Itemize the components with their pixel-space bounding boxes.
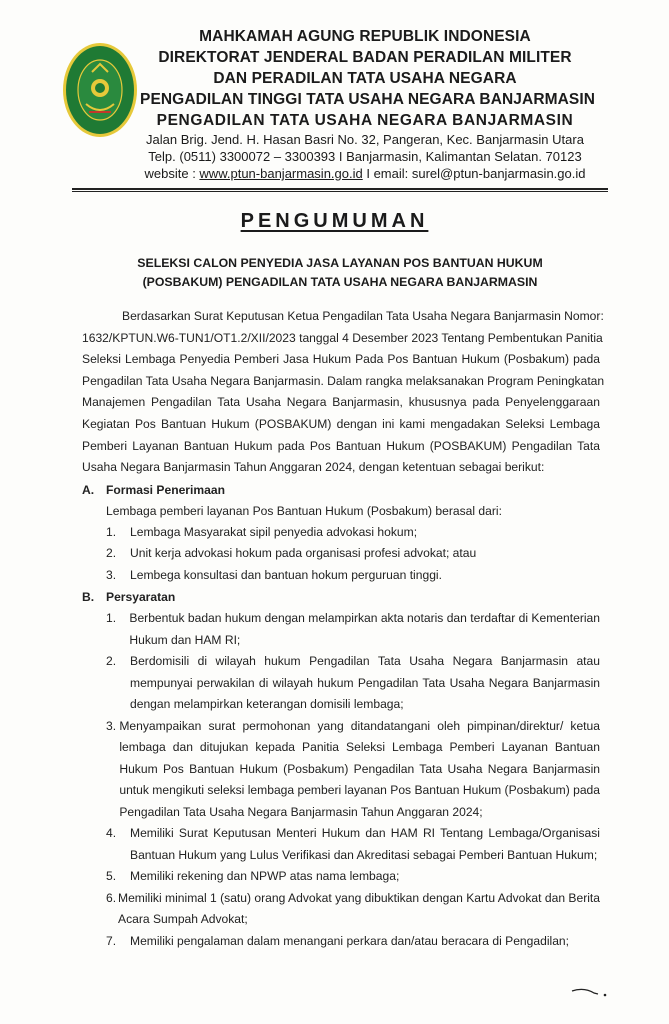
list-item-line: Memiliki pengalaman dalam menangani perkara dan/atau beracara di Pengadilan; — [130, 933, 570, 948]
list-item-text — [119, 716, 600, 824]
intro-paragraph — [82, 306, 605, 479]
section-title: Persyaratan — [106, 590, 176, 605]
list-item-line: lembaga dan ditujukan kepada Panitia Seleksi Lembaga Pemberi Layanan Bantuan — [119, 740, 600, 755]
list-item-line: Bantuan Hukum yang Lulus Verifikasi dan Akreditasi sebagai Pemberi Bantuan Hukum; — [130, 847, 598, 862]
header-address: Jalan Brig. Jend. H. Hasan Basri No. 32, Pangeran, Kec. Banjarmasin Utara — [146, 132, 584, 147]
document-subtitle — [60, 254, 620, 292]
list-item — [106, 888, 600, 931]
list-item-line: Menyampaikan surat permohonan yang ditandatangani oleh pimpinan/direktur/ ketua — [119, 718, 600, 733]
list-item — [106, 608, 600, 651]
list-item — [106, 823, 600, 866]
section-a-list — [82, 522, 600, 587]
paraf-mark — [570, 985, 610, 999]
list-item — [106, 716, 600, 824]
list-item-line: Lembaga Masyarakat sipil penyedia advokasi hokum; — [130, 524, 418, 539]
list-item-line: Memiliki rekening dan NPWP atas nama lembaga; — [130, 869, 400, 884]
list-item-number: 3. — [106, 567, 117, 582]
list-item-line: Memiliki Surat Keputusan Menteri Hukum dan HAM RI Tentang Lembaga/Organisasi — [130, 826, 600, 841]
document-body — [82, 306, 605, 952]
list-item-number: 1. — [106, 524, 117, 539]
list-item-line: Berdomisili di wilayah hukum Pengadilan Tata Usaha Negara Banjarmasin atau — [130, 654, 600, 669]
list-item — [106, 543, 600, 565]
intro-line: 1632/KPTUN.W6-TUN1/OT1.2/XII/2023 tanggal 4 Desember 2023 Tentang Pembentukan Panitia — [82, 330, 603, 345]
list-item-text — [130, 931, 600, 953]
list-item-number: 2. — [106, 546, 117, 561]
header-line-3: DAN PERADILAN TATA USAHA NEGARA — [213, 70, 517, 87]
list-item-text — [118, 888, 600, 931]
list-item-line: mempunyai perwakilan di wilayah hukum Pengadilan Tata Usaha Negara Banjarmasin — [130, 675, 600, 690]
list-item-number: 2. — [106, 654, 117, 669]
list-item-line: Hukum dan HAM RI; — [129, 632, 241, 647]
header-line-2: DIREKTORAT JENDERAL BADAN PERADILAN MILITER — [158, 49, 572, 66]
section-letter: A. — [82, 482, 95, 497]
list-item — [106, 565, 600, 587]
header-line-1: MAHKAMAH AGUNG REPUBLIK INDONESIA — [199, 28, 531, 45]
intro-line: Manajemen Pengadilan Tata Usaha Negara Banjarmasin, khususnya pada Penyelenggaraan — [82, 395, 600, 410]
intro-line: Seleksi Lembaga Penyedia Pemberi Jasa Hukum Pada Pos Bantuan Hukum (Posbakum) pada — [82, 352, 600, 367]
list-item-text — [129, 608, 600, 651]
list-item-number: 4. — [106, 826, 117, 841]
section-title: Formasi Penerimaan — [106, 482, 225, 497]
header-phone: Telp. (0511) 3300072 – 3300393 I Banjarmasin, Kalimantan Selatan. 70123 — [148, 149, 582, 164]
letterhead — [140, 26, 596, 182]
list-item — [106, 522, 600, 544]
list-item-number: 3. — [106, 718, 117, 733]
section-letter: B. — [82, 590, 95, 605]
header-contact — [140, 165, 590, 182]
list-item-line: Berbentuk badan hukum dengan melampirkan akta notaris dan terdaftar di Kementerian — [129, 611, 600, 626]
intro-line: Kegiatan Pos Bantuan Hukum (POSBAKUM) dengan ini kami mengadakan Seleksi Lembaga — [82, 416, 600, 431]
list-item — [106, 931, 600, 953]
header-rule-thin — [72, 191, 608, 192]
section-b-list — [82, 608, 600, 952]
list-item-line: Unit kerja advokasi hokum pada organisasi profesi advokat; atau — [130, 546, 477, 561]
list-item-text — [130, 651, 600, 716]
list-item-text — [130, 522, 600, 544]
section-a-heading — [82, 480, 600, 501]
list-item-line: Pengadilan Tata Usaha Negara Banjarmasin Tahun Anggaran 2024; — [119, 804, 483, 819]
intro-line: Usaha Negara Banjarmasin Tahun Anggaran 2024, dengan ketentuan sebagai berikut: — [82, 460, 545, 475]
section-a-intro: Lembaga pemberi layanan Pos Bantuan Hukum (Posbakum) berasal dari: — [106, 503, 502, 518]
header-rule — [72, 188, 608, 190]
list-item-number: 5. — [106, 869, 117, 884]
list-item-line: untuk mengikuti seleksi lembaga pemberi layanan Pos Bantuan Hukum (Posbakum) pada — [119, 783, 600, 798]
list-item-line: Acara Sumpah Advokat; — [118, 912, 248, 927]
list-item-line: Hukum Pos Bantuan Hukum (Posbakum) Pengadilan Tata Usaha Negara Banjarmasin — [119, 761, 600, 776]
email-text: I email: surel@ptun-banjarmasin.go.id — [362, 166, 586, 181]
header-line-5: PENGADILAN TATA USAHA NEGARA BANJARMASIN — [156, 112, 574, 129]
court-logo — [62, 42, 138, 138]
list-item-number: 1. — [106, 611, 117, 626]
section-b-heading — [82, 587, 600, 608]
list-item-text — [130, 565, 600, 587]
intro-line: Pengadilan Tata Usaha Negara Banjarmasin. Dalam rangka melaksanakan Program Peningkatan — [82, 373, 605, 388]
website-prefix: website : — [144, 166, 200, 181]
list-item-text — [130, 543, 600, 565]
list-item-line: Lembega konsultasi dan bantuan hokum perguruan tinggi. — [130, 567, 442, 582]
list-item-number: 7. — [106, 933, 117, 948]
list-item-text — [130, 823, 600, 866]
list-item — [106, 651, 600, 716]
intro-line: Berdasarkan Surat Keputusan Ketua Pengadilan Tata Usaha Negara Banjarmasin Nomor: — [122, 309, 604, 323]
list-item-text — [130, 866, 600, 888]
list-item-line: dengan melampirkan keterangan domisili lembaga; — [130, 697, 404, 712]
subtitle-line-1: SELEKSI CALON PENYEDIA JASA LAYANAN POS BANTUAN HUKUM — [137, 256, 543, 270]
document-title: PENGUMUMAN — [240, 210, 429, 232]
intro-line: Pemberi Layanan Bantuan Hukum pada Pos Bantuan Hukum (POSBAKUM) Pengadilan Tata — [82, 438, 600, 453]
list-item-number: 6. — [106, 890, 117, 905]
subtitle-line-2: (POSBAKUM) PENGADILAN TATA USAHA NEGARA BANJARMASIN — [142, 275, 538, 289]
list-item — [106, 866, 600, 888]
list-item-line: Memiliki minimal 1 (satu) orang Advokat yang dibuktikan dengan Kartu Advokat dan Berita — [118, 890, 600, 905]
header-line-4: PENGADILAN TINGGI TATA USAHA NEGARA BANJARMASIN — [140, 91, 596, 108]
website-link[interactable]: www.ptun-banjarmasin.go.id — [199, 166, 363, 181]
